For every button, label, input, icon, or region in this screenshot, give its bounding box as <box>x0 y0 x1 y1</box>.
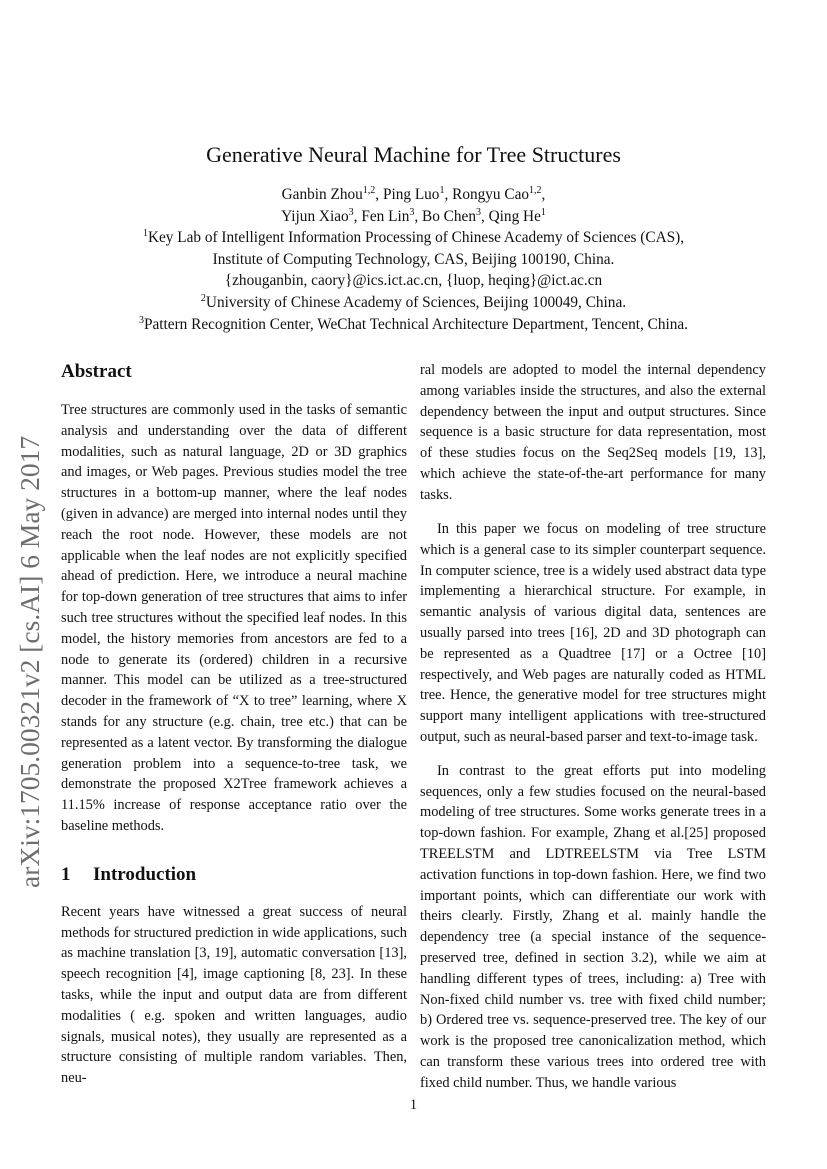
author-name: Bo Chen <box>422 207 476 225</box>
affiliation-1-line-2: Institute of Computing Technology, CAS, Beijing 100190, China. <box>212 250 615 268</box>
affiliation-1 <box>0 227 827 249</box>
author-line-2: Yijun Xiao$^3$, Fen Lin$^3$, Bo Chen$^3$, Qing He$^1$ <box>281 206 546 225</box>
author-sup: 1,2 <box>529 185 542 196</box>
author-sup: 1 <box>540 206 546 218</box>
affiliation-3 <box>0 314 827 336</box>
author-name: Yijun Xiao <box>281 207 349 225</box>
page-number: 1 <box>409 1097 418 1113</box>
paper-title: Generative Neural Machine for Tree Structures <box>206 142 621 167</box>
author-sup: 3 <box>409 206 415 218</box>
affiliation-text: Key Lab of Intelligent Information Processing of Chinese Academy of Sciences (CAS), <box>147 229 685 247</box>
intro-paragraph-1: Recent years have witnessed a great success of neural methods for structured prediction in wide applications, such as machine translation [3, 19], automatic conversation [13], speech recognition [4], image captioning [8, 23]. In these tasks, while the input and output data are from different modalities ( e.g. spoken and written languages, audio signals, musical notes), they usually are represented as a structure consisting of multiple random variables. Then, neu- <box>61 903 407 1087</box>
right-column <box>420 360 766 1094</box>
author-sup: 3 <box>348 206 354 218</box>
author-name: Fen Lin <box>361 207 410 225</box>
section-number: 1 <box>61 863 71 885</box>
intro-paragraph-1-tail: ral models are adopted to model the internal dependency among variables inside the structures, and also the external dependency between the input and output structures. Since sequence is a basic structure for data representation, most of these studies focus on the Seq2Seq models [19, 13], which achieve the state-of-the-art performance for many tasks. <box>420 362 766 503</box>
affiliation-sup: 3 <box>139 314 144 326</box>
author-name: Rongyu Cao <box>452 186 530 203</box>
author-emails: {zhouganbin, caory}@ics.ict.ac.cn, {luop, heqing}@ict.ac.cn <box>224 272 603 290</box>
affiliation-text: Pattern Recognition Center, WeChat Technical Architecture Department, Tencent, China. <box>144 315 688 333</box>
affiliation-sup: 2 <box>200 292 206 304</box>
affiliation-2 <box>0 292 827 314</box>
affiliation-sup: 1 <box>142 228 148 240</box>
arxiv-identifier: arXiv:1705.00321v2 [cs.AI] 6 May 2017 <box>14 435 45 888</box>
section-title: Introduction <box>93 863 197 885</box>
author-name: Qing He <box>488 207 541 225</box>
section-heading-introduction <box>61 863 407 887</box>
abstract-text: Tree structures are commonly used in the tasks of semantic analysis and understanding over the data of different modalities, such as natural language, 2D or 3D graphics and images, or Web pages. Previous studies model the tree structures in a bottom-up manner, where the leaf nodes (given in advance) are merged into internal nodes until they reach the root node. However, these models are not applicable when the leaf nodes are not explicitly specified ahead of prediction. Here, we introduce a neural machine for top-down generation of tree structures that aims to infer such tree structures without the specified leaf nodes. In this model, the history memories from ancestors are fed to a node to generate its (ordered) children in a recursive manner. This model can be utilized as a tree-structured decoder in the framework of “X to tree” learning, where X stands for any structure (e.g. chain, tree etc.) that can be represented as a latent vector. By transforming the dialogue generation problem into a sequence-to-tree task, we demonstrate the proposed X2Tree framework achieves a 11.15% increase of response acceptance ratio over the baseline methods. <box>61 402 407 834</box>
intro-paragraph-1-continued <box>420 360 766 506</box>
author-sup: 1,2 <box>362 185 376 196</box>
author-name: Ping Luo <box>382 186 440 203</box>
left-column <box>61 360 407 1099</box>
abstract-heading: Abstract <box>61 361 132 382</box>
intro-paragraph-3: In contrast to the great efforts put into modeling sequences, only a few studies focused on the neural-based modeling of tree structures. Some works generate trees in a top-down fashion. For example, Zhang et al.[25] proposed TREELSTM and LDTREELSTM via Tree LSTM activation functions in top-down fashion. Here, we find two important points, which can differentiate our work with theirs clearly. Firstly, Zhang et al. mainly handle the dependency tree (a special instance of the sequence-preserved tree, defined in section 3.2), while we aim at handling different types of trees, including: a) Tree with Non-fixed child number vs. tree with fixed child number; b) Ordered tree vs. sequence-preserved tree. The key of our work is the proposed tree canonicalization method, which can transform these various trees into ordered tree with fixed child number. Thus, we handle various <box>420 762 766 1091</box>
author-sup: 1 <box>439 185 445 196</box>
author-line-1: Ganbin Zhou$^{1,2}$, Ping Luo$^1$, Rongyu Cao$^{1,2}$, <box>281 185 546 203</box>
affiliation-text: University of Chinese Academy of Sciences, Beijing 100049, China. <box>205 293 627 311</box>
author-name: Ganbin Zhou <box>281 186 363 203</box>
author-block <box>0 184 827 335</box>
intro-paragraph-2: In this paper we focus on modeling of tree structure which is a general case to its simpler counterpart sequence. In computer science, tree is a widely used abstract data type implementing a hierarchical structure. For example, in semantic analysis of various digital data, sentences are usually parsed into trees [16], 2D and 3D photograph can be represented as a Quadtree [17] or a Octree [10] respectively, and Web pages are naturally coded as HTML tree. Hence, the generative model for tree structures might support many intelligent applications with tree-structured output, such as neural-based parser and text-to-image task. <box>420 521 766 745</box>
author-sup: 3 <box>475 206 481 218</box>
